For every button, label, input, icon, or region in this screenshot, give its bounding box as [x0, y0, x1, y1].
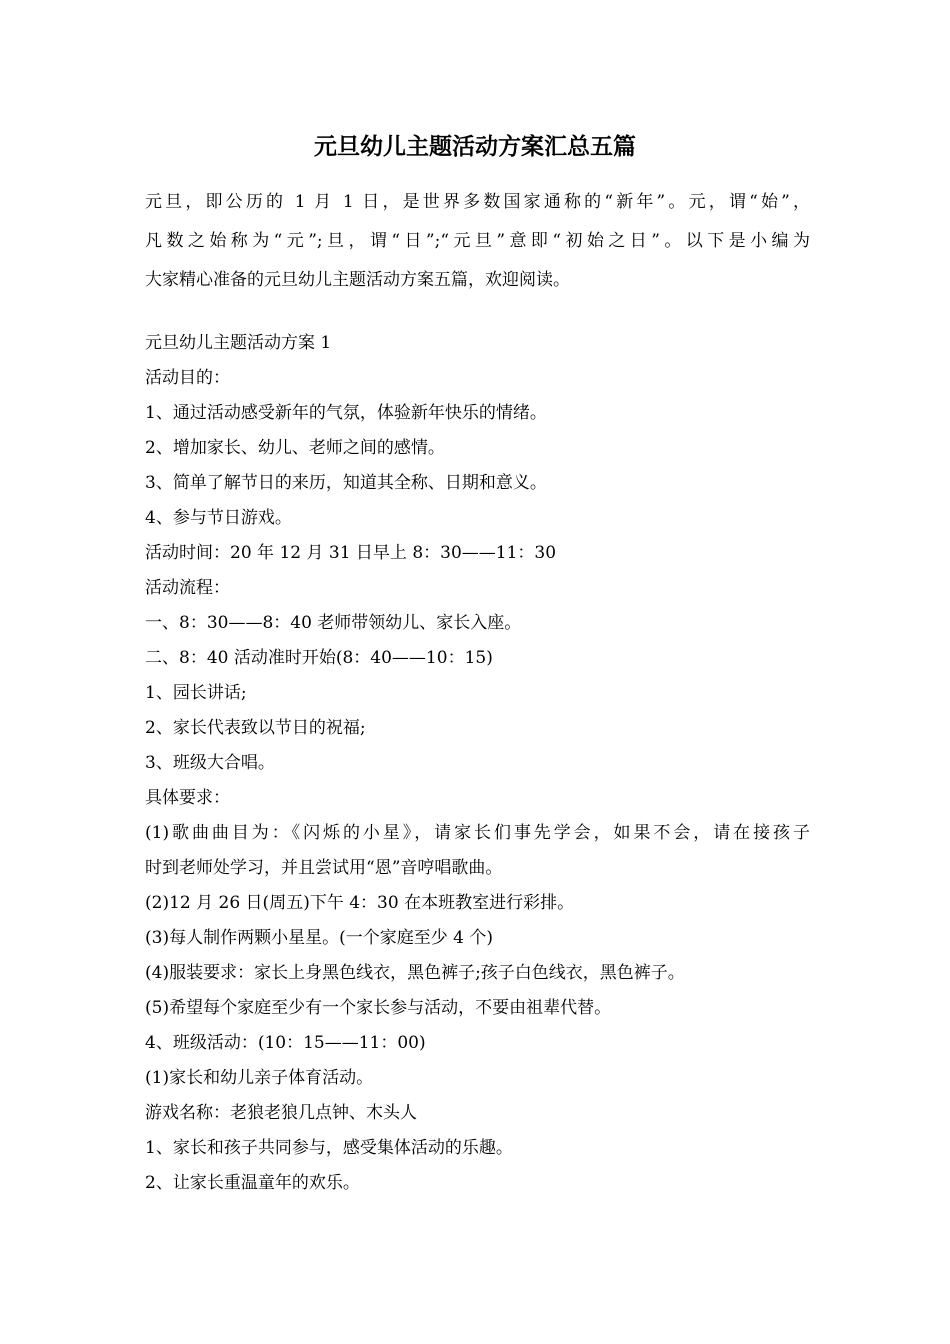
intro-line: 大家精心准备的元旦幼儿主题活动方案五篇，欢迎阅读。	[145, 270, 570, 290]
body-line: 游戏名称：老狼老狼几点钟、木头人	[145, 1103, 417, 1123]
body-line: 1、园长讲话;	[145, 683, 247, 703]
body-line: 具体要求：	[145, 788, 230, 808]
body-line: (1)家长和幼儿亲子体育活动。	[145, 1068, 374, 1088]
section-heading: 元旦幼儿主题活动方案 1	[145, 333, 332, 353]
body-line: 活动流程：	[145, 578, 230, 598]
body-line: (1)歌曲曲目为：《闪烁的小星》，请家长们事先学会，如果不会，请在接孩子	[145, 823, 810, 843]
body-line: 1、家长和孩子共同参与，感受集体活动的乐趣。	[145, 1138, 513, 1158]
body-line: 3、简单了解节日的来历，知道其全称、日期和意义。	[145, 473, 547, 493]
body-line: (3)每人制作两颗小星星。(一个家庭至少 4 个)	[145, 928, 493, 948]
body-line: (2)12 月 26 日(周五)下午 4：30 在本班教室进行彩排。	[145, 893, 575, 913]
body-line: 二、8：40 活动准时开始(8：40——10：15)	[145, 648, 493, 668]
body-line: 4、班级活动：(10：15——11：00)	[145, 1033, 426, 1053]
intro-line: 元旦，即公历的 1 月 1 日，是世界多数国家通称的“新年”。元，谓“始”，	[145, 192, 810, 212]
body-line: 时到老师处学习，并且尝试用“恩”音哼唱歌曲。	[145, 858, 503, 878]
body-line: 1、通过活动感受新年的气氛，体验新年快乐的情绪。	[145, 403, 547, 423]
intro-line: 凡数之始称为“元”;旦，谓“日”;“元旦”意即“初始之日”。以下是小编为	[145, 231, 810, 251]
body-line: 活动目的：	[145, 368, 230, 388]
body-line: 3、班级大合唱。	[145, 753, 275, 773]
body-line: 2、家长代表致以节日的祝福;	[145, 718, 366, 738]
intro-paragraph	[145, 183, 810, 300]
body-line: 2、让家长重温童年的欢乐。	[145, 1173, 360, 1193]
document-title: 元旦幼儿主题活动方案汇总五篇	[314, 133, 636, 160]
body-line: 2、增加家长、幼儿、老师之间的感情。	[145, 438, 445, 458]
body-line: 一、8：30——8：40 老师带领幼儿、家长入座。	[145, 613, 522, 633]
body-line: (4)服装要求：家长上身黑色线衣，黑色裤子;孩子白色线衣，黑色裤子。	[145, 963, 685, 983]
body-line: 4、参与节日游戏。	[145, 508, 292, 528]
body-line: 活动时间：20 年 12 月 31 日早上 8：30——11：30	[145, 543, 557, 563]
body-line: (5)希望每个家庭至少有一个家长参与活动，不要由祖辈代替。	[145, 998, 612, 1018]
plan-section	[145, 326, 810, 1201]
